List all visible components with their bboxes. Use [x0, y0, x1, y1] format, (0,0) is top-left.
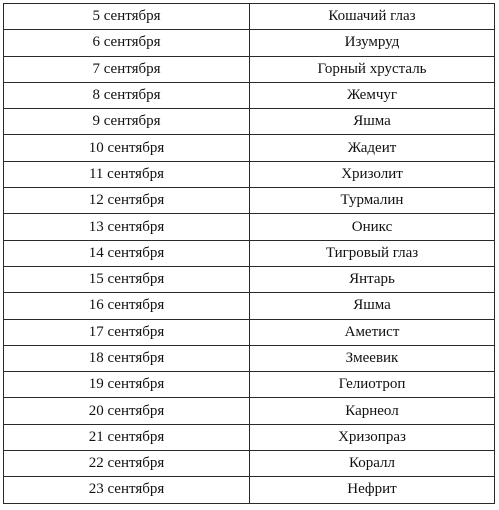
- table-row: [4, 240, 495, 266]
- date-cell: 19 сентября: [4, 372, 250, 398]
- date-cell: 14 сентября: [4, 240, 250, 266]
- table-row: [4, 135, 495, 161]
- stone-cell: Турмалин: [250, 188, 495, 214]
- stone-cell: Нефрит: [250, 477, 495, 503]
- table-row: [4, 56, 495, 82]
- date-cell: 20 сентября: [4, 398, 250, 424]
- date-cell: 22 сентября: [4, 451, 250, 477]
- date-cell: 23 сентября: [4, 477, 250, 503]
- stone-cell: Горный хрусталь: [250, 56, 495, 82]
- table-row: [4, 293, 495, 319]
- date-cell: 12 сентября: [4, 188, 250, 214]
- stone-cell: Карнеол: [250, 398, 495, 424]
- date-cell: 18 сентября: [4, 345, 250, 371]
- stone-cell: Хризопраз: [250, 424, 495, 450]
- date-cell: 5 сентября: [4, 4, 250, 30]
- stone-cell: Коралл: [250, 451, 495, 477]
- date-cell: 9 сентября: [4, 109, 250, 135]
- date-cell: 15 сентября: [4, 266, 250, 292]
- table-row: [4, 109, 495, 135]
- table-row: [4, 30, 495, 56]
- date-cell: 11 сентября: [4, 161, 250, 187]
- stone-cell: Змеевик: [250, 345, 495, 371]
- table-row: [4, 319, 495, 345]
- table-row: [4, 424, 495, 450]
- table-row: [4, 345, 495, 371]
- stone-cell: Оникс: [250, 214, 495, 240]
- table-row: [4, 161, 495, 187]
- stone-cell: Тигровый глаз: [250, 240, 495, 266]
- table-row: [4, 266, 495, 292]
- stone-cell: Жемчуг: [250, 82, 495, 108]
- stone-cell: Яшма: [250, 109, 495, 135]
- date-cell: 13 сентября: [4, 214, 250, 240]
- table-row: [4, 82, 495, 108]
- date-cell: 16 сентября: [4, 293, 250, 319]
- date-cell: 21 сентября: [4, 424, 250, 450]
- table-row: [4, 214, 495, 240]
- date-cell: 7 сентября: [4, 56, 250, 82]
- stone-cell: Янтарь: [250, 266, 495, 292]
- table-row: [4, 372, 495, 398]
- stone-cell: Гелиотроп: [250, 372, 495, 398]
- stone-cell: Аметист: [250, 319, 495, 345]
- stone-cell: Изумруд: [250, 30, 495, 56]
- table-row: [4, 451, 495, 477]
- birthstone-table: [3, 3, 495, 504]
- stone-cell: Хризолит: [250, 161, 495, 187]
- date-cell: 6 сентября: [4, 30, 250, 56]
- date-cell: 10 сентября: [4, 135, 250, 161]
- stone-cell: Яшма: [250, 293, 495, 319]
- table-row: [4, 4, 495, 30]
- table-row: [4, 188, 495, 214]
- table-row: [4, 477, 495, 503]
- stone-cell: Жадеит: [250, 135, 495, 161]
- table-row: [4, 398, 495, 424]
- date-cell: 8 сентября: [4, 82, 250, 108]
- stone-cell: Кошачий глаз: [250, 4, 495, 30]
- date-cell: 17 сентября: [4, 319, 250, 345]
